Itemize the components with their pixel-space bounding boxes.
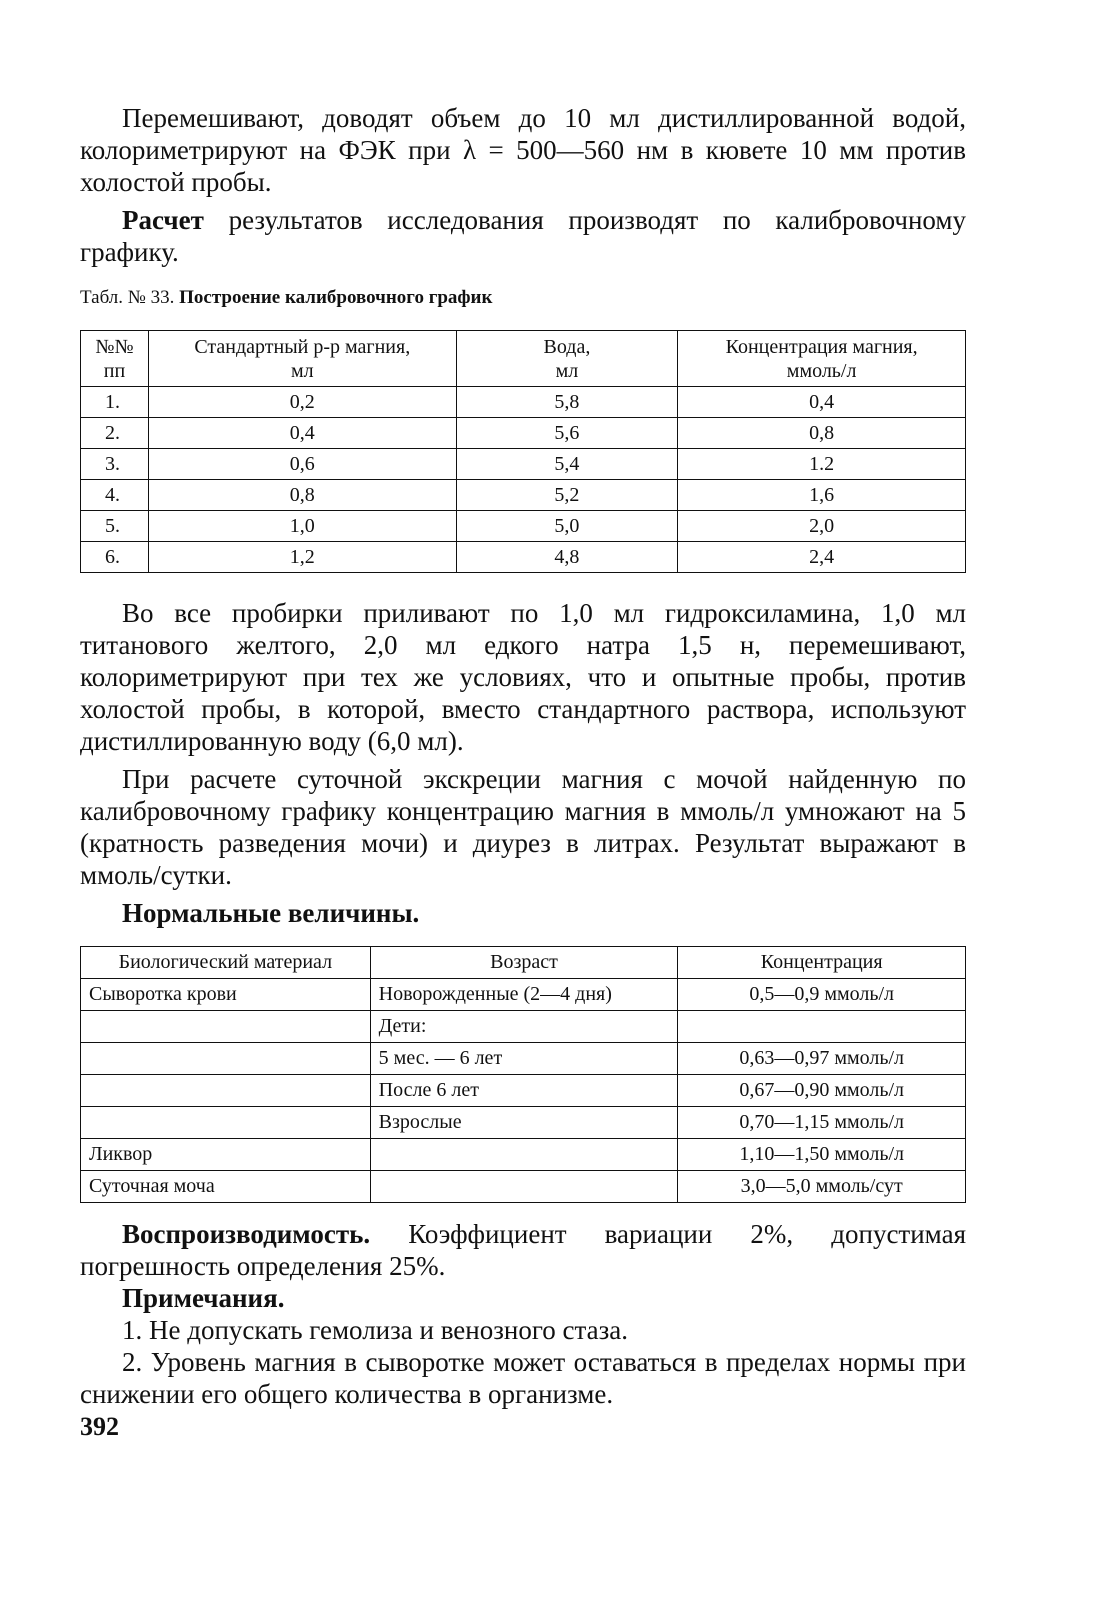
cell-range: 0,70—1,15 ммоль/л xyxy=(678,1107,966,1139)
cell-number: 3. xyxy=(81,449,149,480)
cell-number: 6. xyxy=(81,542,149,573)
table-row xyxy=(81,449,966,480)
norms-heading: Нормальные величины. xyxy=(122,898,420,928)
cell-concentration: 1,6 xyxy=(678,480,966,511)
cell-water: 5,2 xyxy=(456,480,678,511)
cell-standard: 0,4 xyxy=(148,418,456,449)
cell-concentration: 2,4 xyxy=(678,542,966,573)
cell-material xyxy=(81,1107,371,1139)
cell-material xyxy=(81,1011,371,1043)
intro-paragraph: Перемешивают, доводят объем до 10 мл дистиллированной водой, колориметрируют на ФЭК при λ = 500—560 нм в кювете 10 мм против холостой пробы. xyxy=(80,103,966,197)
cell-standard: 0,2 xyxy=(148,387,456,418)
calibration-table xyxy=(80,330,966,573)
cell-concentration: 0,4 xyxy=(678,387,966,418)
cell-number: 4. xyxy=(81,480,149,511)
cell-range: 3,0—5,0 ммоль/сут xyxy=(678,1171,966,1203)
page-number: 392 xyxy=(80,1412,119,1441)
header-age: Возраст xyxy=(370,947,678,979)
cell-standard: 1,0 xyxy=(148,511,456,542)
intro-block xyxy=(80,102,966,268)
cell-concentration: 0,8 xyxy=(678,418,966,449)
calculation-label: Расчет xyxy=(122,205,204,235)
cell-concentration: 1.2 xyxy=(678,449,966,480)
reproducibility-text: Коэффициент вариации 2%, допустимая погрешность определения 25%. xyxy=(80,1219,966,1281)
header-material: Биологический материал xyxy=(81,947,371,979)
cell-number: 2. xyxy=(81,418,149,449)
cell-material: Сыворотка крови xyxy=(81,979,371,1011)
cell-standard: 0,8 xyxy=(148,480,456,511)
cell-number: 5. xyxy=(81,511,149,542)
table-row xyxy=(81,1043,966,1075)
table-row xyxy=(81,979,966,1011)
table-row xyxy=(81,1011,966,1043)
cell-age: Дети: xyxy=(370,1011,678,1043)
cell-number: 1. xyxy=(81,387,149,418)
calculation-text: результатов исследования производят по калибровочному графику. xyxy=(80,205,966,267)
table-row xyxy=(81,480,966,511)
table-caption-prefix: Табл. № 33. xyxy=(80,287,180,308)
cell-material: Суточная моча xyxy=(81,1171,371,1203)
table-row xyxy=(81,1139,966,1171)
calibration-header-row xyxy=(81,331,966,387)
cell-material xyxy=(81,1043,371,1075)
cell-age: 5 мес. — 6 лет xyxy=(370,1043,678,1075)
calculation-paragraph xyxy=(80,204,966,268)
table-row xyxy=(81,1075,966,1107)
cell-range: 0,67—0,90 ммоль/л xyxy=(678,1075,966,1107)
header-concentration: Концентрация магния, ммоль/л xyxy=(678,331,966,387)
cell-water: 5,0 xyxy=(456,511,678,542)
header-water: Вода, мл xyxy=(456,331,678,387)
reproducibility-label: Воспроизводимость. xyxy=(122,1219,371,1249)
cell-age xyxy=(370,1139,678,1171)
table-row xyxy=(81,542,966,573)
cell-material xyxy=(81,1075,371,1107)
note-item: 2. Уровень магния в сыворотке может оставаться в пределах нормы при снижении его общего количества в организме. xyxy=(80,1347,966,1409)
cell-concentration: 2,0 xyxy=(678,511,966,542)
cell-age xyxy=(370,1171,678,1203)
table-row xyxy=(81,387,966,418)
note-item: 1. Не допускать гемолиза и венозного стаза. xyxy=(122,1315,628,1345)
cell-standard: 0,6 xyxy=(148,449,456,480)
cell-water: 5,4 xyxy=(456,449,678,480)
header-norm-concentration: Концентрация xyxy=(678,947,966,979)
norms-table xyxy=(80,946,966,1203)
cell-water: 5,8 xyxy=(456,387,678,418)
cell-range: 0,5—0,9 ммоль/л xyxy=(678,979,966,1011)
reproducibility-paragraph xyxy=(80,1218,966,1282)
notes-heading: Примечания. xyxy=(122,1283,285,1313)
cell-range: 0,63—0,97 ммоль/л xyxy=(678,1043,966,1075)
table-row xyxy=(81,511,966,542)
procedure-block xyxy=(80,597,966,929)
cell-range xyxy=(678,1011,966,1043)
header-standard: Стандартный р-р магния, мл xyxy=(148,331,456,387)
table-row xyxy=(81,1171,966,1203)
footer-block xyxy=(80,1218,966,1410)
calculation-note-paragraph: При расчете суточной экскреции магния с мочой найденную по калибровочному графику концентрацию магния в ммоль/л умножают на 5 (кратность разведения мочи) и диурез в литрах. Результат выражают в ммоль/сутки. xyxy=(80,764,966,890)
header-number: №№ пп xyxy=(81,331,149,387)
norms-header-row xyxy=(81,947,966,979)
cell-age: Новорожденные (2—4 дня) xyxy=(370,979,678,1011)
table-row xyxy=(81,1107,966,1139)
procedure-paragraph: Во все пробирки приливают по 1,0 мл гидроксиламина, 1,0 мл титанового желтого, 2,0 мл едкого натра 1,5 н, перемешивают, колориметрируют при тех же условиях, что и опытные пробы, против холостой пробы, в которой, вместо стандартного раствора, используют дистиллированную воду (6,0 мл). xyxy=(80,598,966,756)
cell-water: 5,6 xyxy=(456,418,678,449)
table-caption-title: Построение калибровочного график xyxy=(179,287,493,308)
cell-range: 1,10—1,50 ммоль/л xyxy=(678,1139,966,1171)
cell-age: После 6 лет xyxy=(370,1075,678,1107)
cell-material: Ликвор xyxy=(81,1139,371,1171)
cell-standard: 1,2 xyxy=(148,542,456,573)
cell-water: 4,8 xyxy=(456,542,678,573)
table-row xyxy=(81,418,966,449)
cell-age: Взрослые xyxy=(370,1107,678,1139)
table-caption xyxy=(80,286,492,310)
